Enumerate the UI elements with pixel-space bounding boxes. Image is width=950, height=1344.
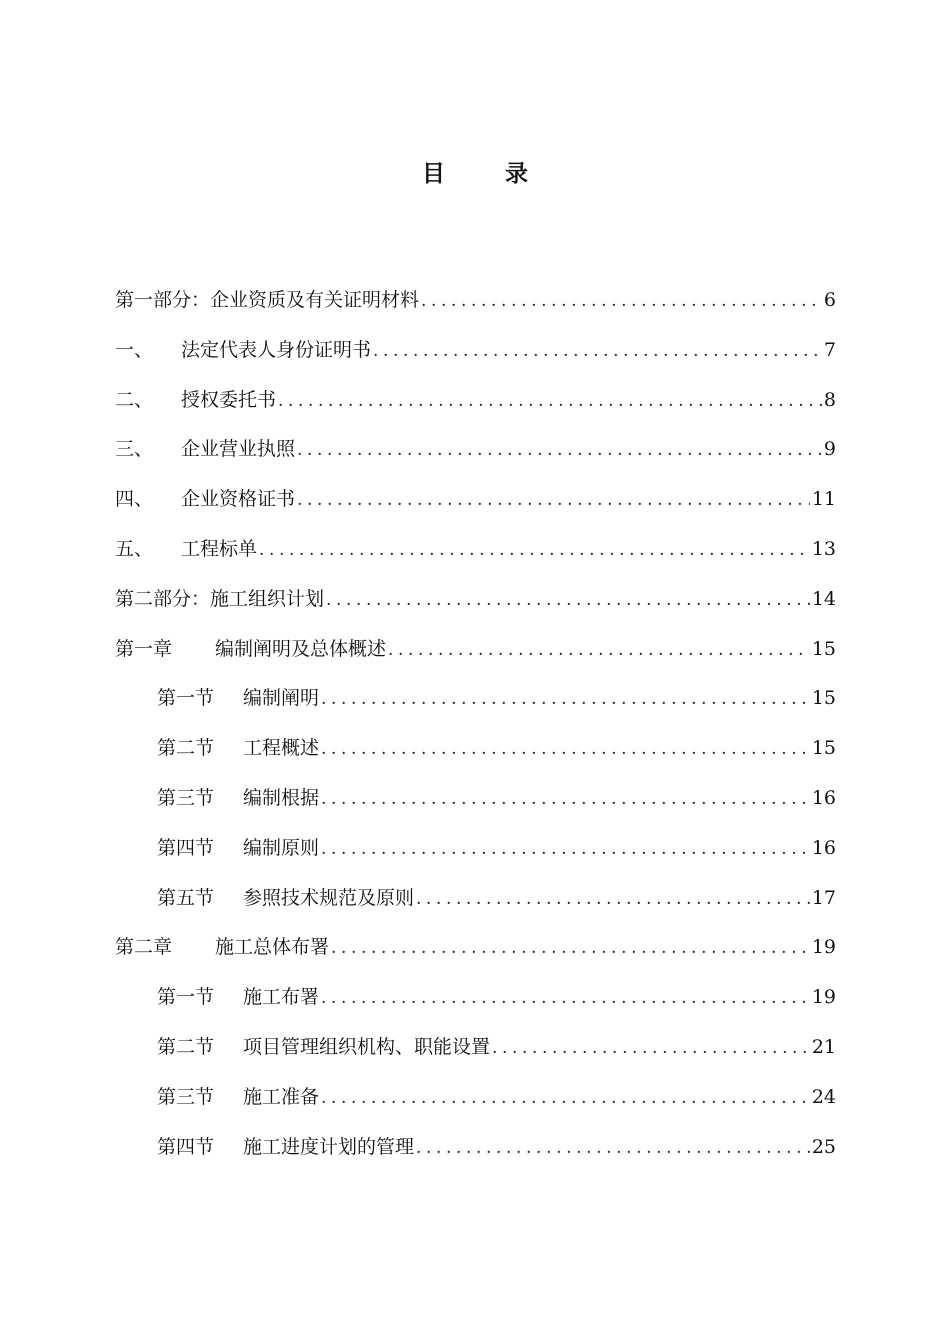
toc-entry-title: 工程概述: [243, 737, 320, 760]
toc-entry[interactable]: [115, 882, 836, 932]
toc-dot-leader: [278, 385, 822, 417]
toc-entry-number: 第一节: [157, 986, 215, 1009]
toc-entry[interactable]: [115, 782, 836, 832]
toc-entry-number: 第一部分：: [115, 289, 211, 311]
toc-entry-title: 企业资质及有关证明材料: [210, 289, 420, 311]
toc-page-number: 21: [811, 1035, 836, 1058]
toc-entry[interactable]: [115, 633, 836, 683]
toc-entry[interactable]: [115, 931, 836, 981]
toc-page-number: 15: [811, 637, 836, 660]
toc-entry[interactable]: [115, 533, 836, 583]
toc-entry-number: 第五节: [157, 886, 215, 909]
toc-page-number: 16: [811, 836, 836, 859]
toc-entry-title: 编制阐明: [243, 687, 320, 710]
toc-page-number: 14: [811, 587, 836, 610]
toc-entry-number: 第三节: [157, 786, 215, 809]
toc-dot-leader: [297, 484, 810, 516]
toc-entry[interactable]: [115, 334, 836, 384]
toc-entry[interactable]: [115, 583, 836, 633]
toc-dot-leader: [373, 335, 822, 367]
toc-entry-title: 编制阐明及总体概述: [215, 637, 387, 660]
toc-page-number: 19: [811, 986, 836, 1009]
toc-dot-leader: [321, 733, 810, 765]
toc-page-number: 15: [811, 687, 836, 710]
toc-entry-title: 参照技术规范及原则: [243, 886, 415, 909]
toc-dot-leader: [421, 285, 822, 317]
toc-entry-title: 施工准备: [243, 1085, 320, 1108]
toc-entry-number: 三、: [115, 438, 154, 461]
toc-page-number: 11: [811, 488, 836, 511]
toc-entry-number: 第四节: [157, 836, 215, 859]
toc-entry-number: 第一节: [157, 687, 215, 710]
toc-entry-title: 施工布署: [243, 986, 320, 1009]
toc-entry-title: 施工总体布署: [215, 936, 330, 959]
toc-entry-number: 第四节: [157, 1135, 215, 1158]
toc-entry-number: 二、: [115, 388, 154, 411]
toc-entry-number: 第二章: [115, 936, 173, 959]
toc-page-number: 9: [823, 438, 836, 461]
toc-dot-leader: [416, 1132, 810, 1164]
toc-page-number: 8: [823, 388, 836, 411]
toc-entry-title: 法定代表人身份证明书: [181, 338, 372, 361]
toc-entry-number: 第三节: [157, 1085, 215, 1108]
toc-entry-number: 四、: [115, 488, 154, 511]
toc-dot-leader: [321, 1082, 810, 1114]
toc-page-number: 25: [811, 1135, 836, 1158]
toc-dot-leader: [388, 634, 810, 666]
toc-page-number: 16: [811, 786, 836, 809]
toc-page-number: 15: [811, 737, 836, 760]
toc-dot-leader: [331, 932, 810, 964]
toc-page-number: 6: [823, 289, 836, 311]
toc-dot-leader: [297, 434, 822, 466]
toc-dot-leader: [321, 683, 810, 715]
toc-entry-title: 企业资格证书: [181, 488, 296, 511]
toc-dot-leader: [321, 982, 810, 1014]
toc-entry-title: 编制原则: [243, 836, 320, 859]
toc-dot-leader: [321, 833, 810, 865]
toc-entry-title: 授权委托书: [181, 388, 277, 411]
toc-entry-number: 第二节: [157, 1035, 215, 1058]
toc-entry[interactable]: [115, 981, 836, 1031]
toc-page-number: 13: [811, 537, 836, 560]
toc-entry-number: 第二节: [157, 737, 215, 760]
toc-dot-leader: [321, 783, 810, 815]
page-title: 目 录: [421, 160, 554, 187]
toc-dot-leader: [326, 584, 810, 616]
toc-entry-title: 项目管理组织机构、职能设置: [243, 1035, 491, 1058]
toc-page-number: 7: [823, 338, 836, 361]
toc-entry[interactable]: [115, 1131, 836, 1181]
toc-entry-title: 企业营业执照: [181, 438, 296, 461]
toc-entry-number: 第二部分：: [115, 587, 211, 610]
table-of-contents: [115, 284, 836, 1180]
toc-entry[interactable]: [115, 284, 836, 334]
toc-entry[interactable]: [115, 433, 836, 483]
toc-entry[interactable]: [115, 1031, 836, 1081]
toc-entry-title: 施工组织计划: [210, 587, 325, 610]
toc-entry[interactable]: [115, 682, 836, 732]
toc-dot-leader: [492, 1032, 810, 1064]
toc-entry-number: 五、: [115, 537, 154, 560]
toc-dot-leader: [416, 883, 810, 915]
toc-entry[interactable]: [115, 483, 836, 533]
toc-page-number: 24: [811, 1085, 836, 1108]
toc-entry[interactable]: [115, 1081, 836, 1131]
toc-page-number: 19: [811, 936, 836, 959]
toc-entry-title: 工程标单: [181, 537, 258, 560]
toc-dot-leader: [259, 534, 810, 566]
toc-page-number: 17: [811, 886, 836, 909]
toc-entry[interactable]: [115, 384, 836, 434]
toc-entry-title: 编制根据: [243, 786, 320, 809]
toc-entry[interactable]: [115, 832, 836, 882]
toc-entry-number: 一、: [115, 338, 154, 361]
toc-entry-number: 第一章: [115, 637, 173, 660]
toc-entry[interactable]: [115, 732, 836, 782]
toc-entry-title: 施工进度计划的管理: [243, 1135, 415, 1158]
